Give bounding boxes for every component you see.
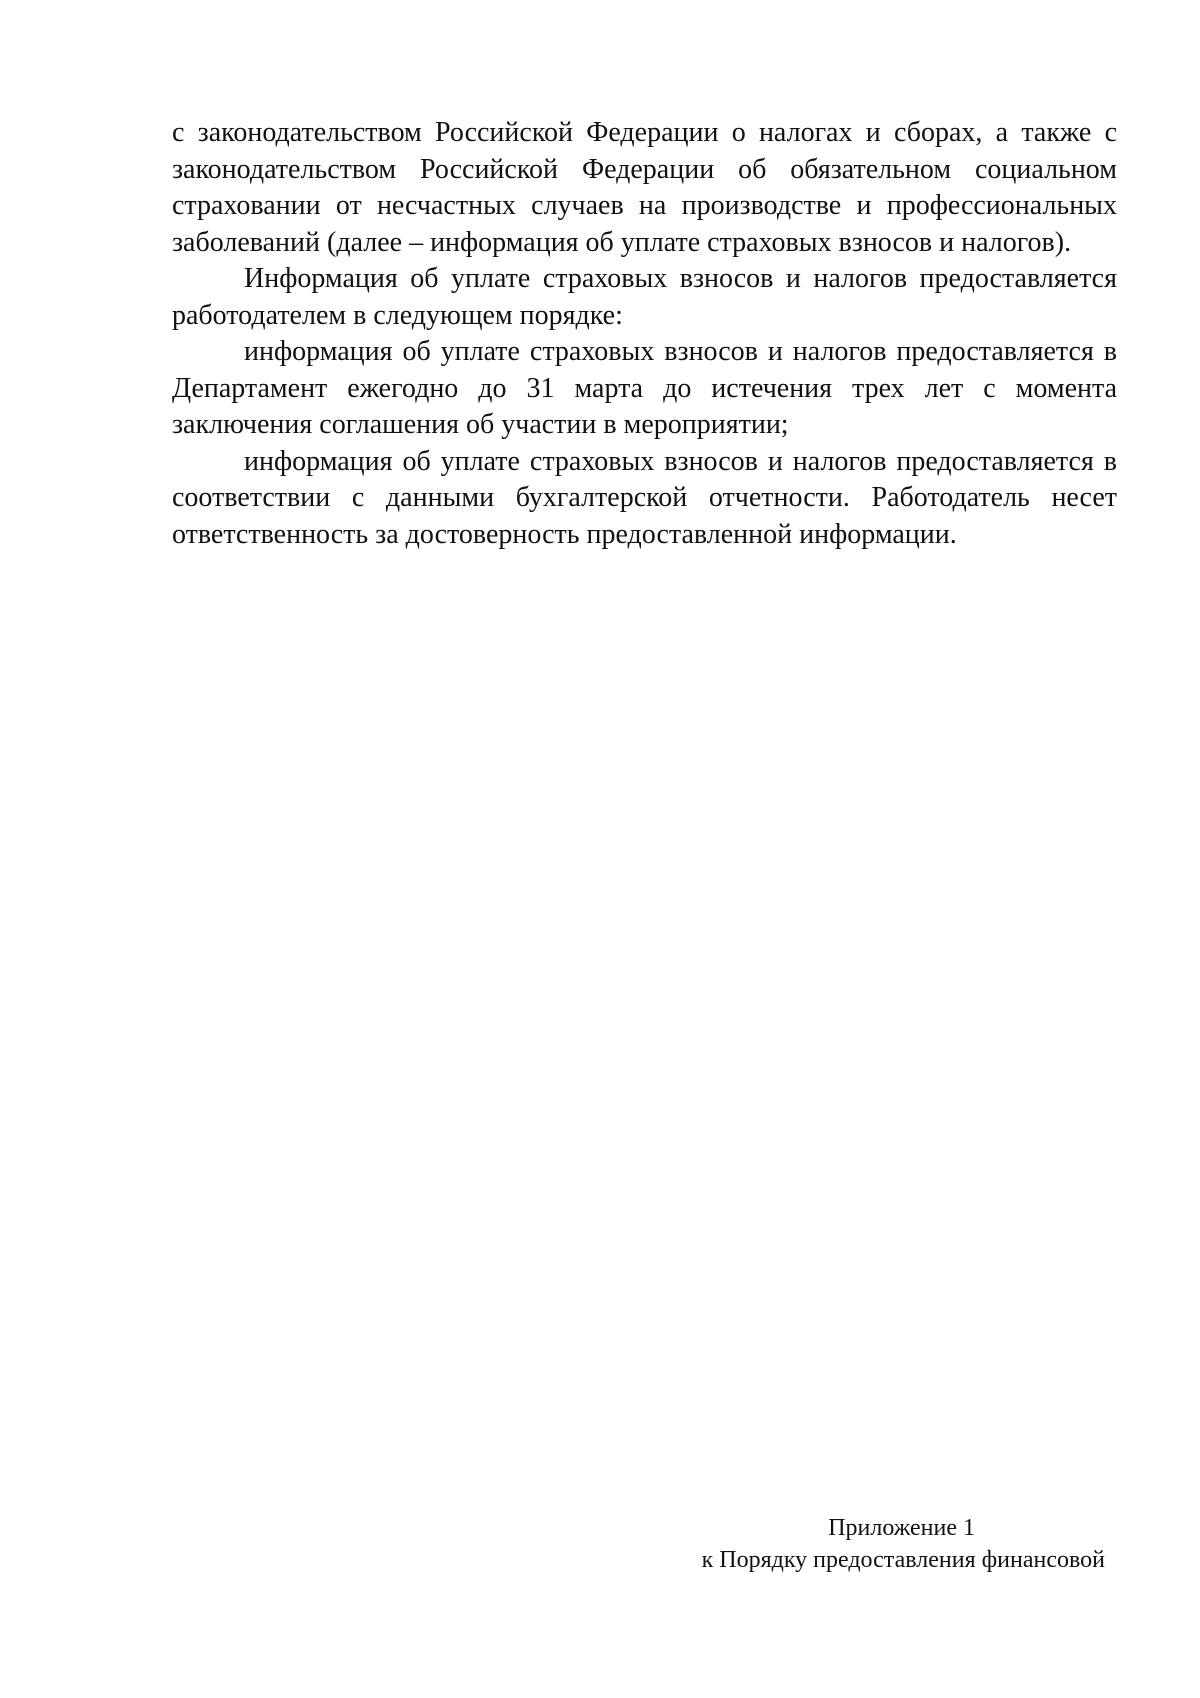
paragraph-deadline: информация об уплате страховых взносов и налогов предоставляется в Департамент ежегодно до 31 марта до истечения трех лет с момента заключения соглашения об участии в мероприятии;	[172, 336, 1117, 440]
paragraph-accounting: информация об уплате страховых взносов и налогов предоставляется в соответствии с данными бухгалтерской отчетности. Работодатель несет ответственность за достоверность предоставленной информации.	[172, 445, 1117, 550]
document-body	[172, 115, 1117, 553]
appendix-title: Приложение 1	[828, 1515, 975, 1541]
paragraph-procedure-intro: Информация об уплате страховых взносов и налогов предоставляется работодателем в следующем порядке:	[172, 263, 1117, 331]
paragraph-continuation: с законодательством Российской Федерации о налогах и сборах, а также с законодательством Российской Федерации об обязательном социальном страховании от несчастных случаев на производстве и профессиональных заболеваний (далее – информация об уплате страховых взносов и налогов).	[172, 117, 1117, 258]
appendix-heading	[505, 1512, 1105, 1576]
appendix-subtitle: к Порядку предоставления финансовой	[701, 1547, 1105, 1573]
